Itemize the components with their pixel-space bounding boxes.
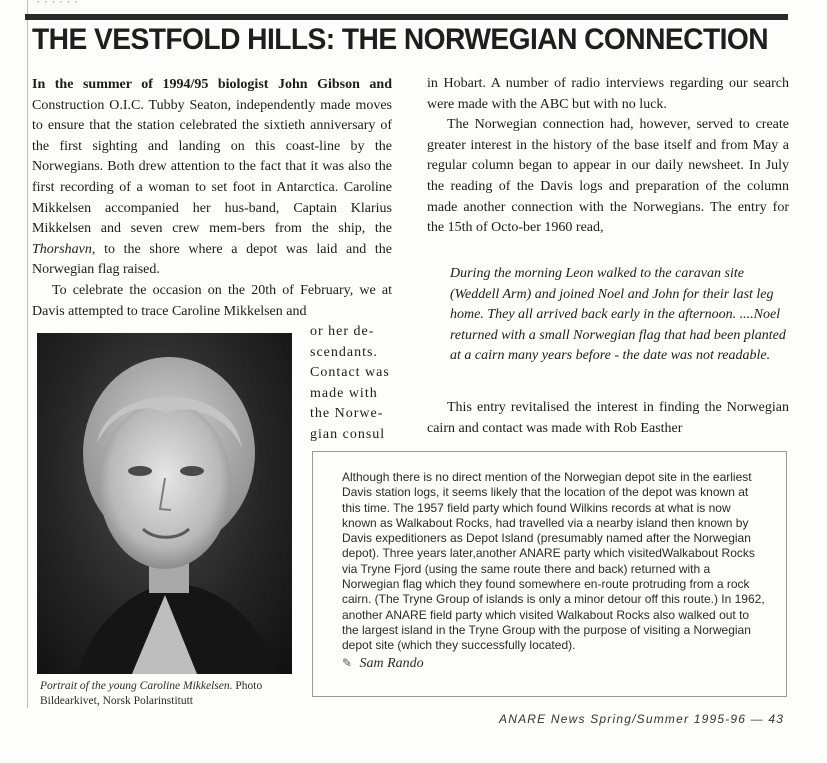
cut-off-text: · · · · · · <box>36 0 79 9</box>
intro-text-a: Construction O.I.C. Tubby Seaton, independently made moves to ensure that the station celebrated the sixtieth anniversary of the first sighting and landing on this coast-line by the Norwegians. Both drew attention to the fact that it was also the first recording of a woman to set foot in Antarctica. Caroline Mikkelsen accompanied her hus-band, Captain Klarius Mikkelsen and seven crew mem-bers from the ship, the <box>32 97 392 237</box>
sidebar-signature <box>342 656 766 671</box>
intro-lead: In the summer of 1994/95 biologist John Gibson and <box>32 77 392 92</box>
caption-title: Portrait of the young Caroline Mikkelsen. <box>40 680 233 692</box>
column-right-lower <box>427 398 789 439</box>
intro-text-b: to the shore where a depot was laid and the Norwegian flag raised. <box>32 241 392 278</box>
page-footer: ANARE News Spring/Summer 1995-96 — 43 <box>499 712 785 726</box>
title-rule <box>25 14 788 20</box>
ship-name: Thorshavn, <box>32 241 96 257</box>
paragraph-hobart: in Hobart. A number of radio interviews regarding our search were made with the ABC but with no luck. <box>427 76 789 112</box>
column-left-wrap: or her de-scendants. Contact was made with the Norwe-gian consul <box>310 324 390 442</box>
margin-rule <box>27 0 28 708</box>
caption-credit: Photo Bildearkivet, Norsk Polarinstitutt <box>40 680 263 707</box>
sidebar-text: Although there is no direct mention of the Norwegian depot site in the earliest Davis station logs, it seems likely that the location of the depot was known at this time. The 1957 field party which found Wilkins records at what is now known as Walkabout Rocks, had travelled via a nearby island then known by Davis expeditioners as Depot Island (presumably named after the Norwegian depot). Three years later,another ANARE party which visitedWalkabout Rocks via Tryne Fjord (using the same route there and back) returned with a Norwegian flag which they found somewhere en-route protruding from a rock cairn. (The Tryne Group of islands is only a minor detour off this route.) In 1962, another ANARE field party which visited Walkabout Rocks also walked out to the largest island in the Tryne Group with the purpose of visiting a Norwegian depot site (which they successfully located). <box>342 470 765 653</box>
paragraph-intro <box>32 75 392 281</box>
author-name: Sam Rando <box>359 655 424 671</box>
paragraph-revitalised: This entry revitalised the interest in finding the Norwegian cairn and contact was made with Rob Easther <box>427 400 789 436</box>
article-title: THE VESTFOLD HILLS: THE NORWEGIAN CONNECTION <box>32 23 769 56</box>
paragraph-celebrate: To celebrate the occasion on the 20th of February, we at Davis attempted to trace Caroline Mikkelsen and <box>32 282 392 319</box>
column-left <box>32 75 392 322</box>
pencil-icon: ✎ <box>342 655 353 670</box>
column-right <box>427 74 789 239</box>
photo-caption <box>40 679 295 709</box>
portrait-illustration <box>37 333 292 674</box>
portrait-photo <box>37 333 292 674</box>
log-quote: During the morning Leon walked to the caravan site (Weddell Arm) and joined Noel and John for their last leg home. They all arrived back early in the afternoon. ....Noel returned with a small Norwegian flag that had been planted at a cairn many years before - the date was not readable. <box>450 266 786 364</box>
paragraph-connection: The Norwegian connection had, however, served to create greater interest in the history of the base itself and from May a regular column began to appear in our daily newsheet. In July the reading of the Davis logs and preparation of the column made another connection with the Norwegians. The entry for the 15th of Octo-ber 1960 read, <box>427 117 789 236</box>
sidebar-box <box>312 451 787 697</box>
